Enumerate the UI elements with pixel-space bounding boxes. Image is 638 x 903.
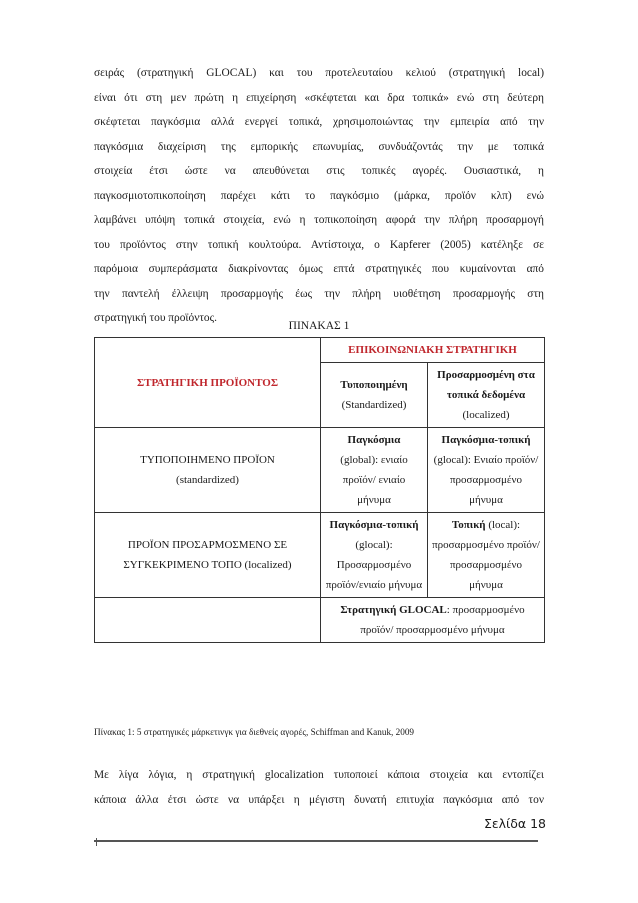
cell-text: (Standardized) [341,399,407,411]
cell-text: (localized) [241,559,292,571]
cell-text: ΠΡΟΪΟΝ ΠΡΟΣΑΡΜΟΣΜΕΝΟ ΣΕ ΣΥΓΚΕΚΡΙΜΕΝΟ ΤΟΠΟ [123,539,288,571]
text-line: παρόμοια συμπεράσματα διακρίνοντας όμως επτά στρατηγικές που κυμαίνονται από [94,263,544,275]
strategy-table [94,337,545,643]
text-line: στοιχεία έτσι ώστε να απευθύνεται στις τοπικές αγορές. Ουσιαστικά, η [94,165,544,177]
text-line: λαμβάνει υπόψη τοπικά στοιχεία, ενώ η τοπικοποίηση αφορά την πλήρη προσαρμογή [94,214,544,226]
cell-bold: Παγκόσμια [347,434,401,446]
standardized-product-row-header [95,428,321,513]
local-strategy-cell [428,513,545,598]
text-line: παγκόσμια διαχείριση της εμπορικής επωνυμίας, συνδυάζοντάς την με τοπικά [94,140,544,153]
text-line: παγκοσμιοτοπικοποίηση παρέχει κάτι το παγκόσμιο (μάρκα, προϊόν κλπ) ενώ [94,189,544,202]
body-paragraph-1 [94,61,544,331]
localized-product-row-header [95,513,321,598]
cell-bold: Τυποποιημένη [340,379,408,391]
text-line: σκέφτεται παγκόσμια αλλά ενεργεί τοπικά, χρησιμοποιώντας την εμπειρία από την [94,116,544,128]
cell-text: ΤΥΠΟΠΟΙΗΜΕΝΟ ΠΡΟΪΟΝ [140,454,275,466]
table-row [95,598,545,643]
table-row [95,513,545,598]
text-line: σειράς (στρατηγική GLOCAL) και του προτελευταίου κελιού (στρατηγική local) [94,67,544,79]
product-strategy-header: ΣΤΡΑΤΗΓΙΚΗ ΠΡΟΪΟΝΤΟΣ [95,338,321,428]
cell-text: (global): ενιαίο προϊόν/ ενιαίο μήνυμα [340,454,408,506]
cell-text: (glocal): Ενιαίο προϊόν/ προσαρμοσμένο μήνυμα [433,454,539,506]
cell-bold: Τοπική [451,519,486,531]
text-line: στρατηγική του προϊόντος. [94,312,217,324]
cell-text: : προσαρμοσμένο προϊόν/ προσαρμοσμένο μήνυμα [360,604,525,636]
cell-bold: Προσαρμοσμένη στα τοπικά δεδομένα [437,369,535,401]
text-line: την παντελή έλλειψη προσαρμογής έως την πλήρη υιοθέτηση προσαρμογής στη [94,287,544,300]
global-strategy-cell [321,428,428,513]
glocal-product-strategy-cell [321,513,428,598]
cell-bold: Στρατηγική GLOCAL [340,604,447,616]
text-line: του προϊόντος στην τοπική κουλτούρα. Αντίστοιχα, ο Kapferer (2005) κατέληξε σε [94,238,544,251]
cell-text: (glocal): Προσαρμοσμένο προϊόν/ενιαίο μήνυμα [325,539,423,591]
glocal-strategy-cell [428,428,545,513]
text-line: είναι ότι στη μεν πρώτη η επιχείρηση «σκέφτεται και δρα τοπικά» ενώ στη δεύτερη [94,91,544,104]
page-number: Σελίδα 18 [483,816,546,831]
cell-text: (standardized) [176,474,239,486]
cell-text: (local): προσαρμοσμένο προϊόν/ προσαρμοσμένο μήνυμα [432,519,540,591]
glocal-full-strategy-cell [321,598,545,643]
communication-strategy-header: ΕΠΙΚΟΙΝΩΝΙΑΚΗ ΣΤΡΑΤΗΓΙΚΗ [321,338,545,363]
standardized-column-header [321,363,428,428]
localized-column-header [428,363,545,428]
table-row [95,428,545,513]
cell-bold: Παγκόσμια-τοπική [441,434,531,446]
footer-rule [94,840,538,842]
text-line: Με λίγα λόγια, η στρατηγική glocalization τυποποιεί κάποια στοιχεία και εντοπίζει [94,769,544,781]
body-paragraph-2 [94,763,544,812]
table-row [95,338,545,363]
cell-bold: Παγκόσμια-τοπική [329,519,419,531]
empty-cell [95,598,321,643]
text-line: κάποια άλλα έτσι ώστε να υπάρξει η μέγιστη δυνατή επιτυχία παγκόσμια από τον [94,793,544,806]
footer-mark [96,838,97,846]
cell-text: (localized) [462,409,510,421]
table-title: ΠΙΝΑΚΑΣ 1 [288,320,350,332]
table-caption: Πίνακας 1: 5 στρατηγικές μάρκετινγκ για διεθνείς αγορές, Schiffman and Kanuk, 2009 [94,727,415,737]
